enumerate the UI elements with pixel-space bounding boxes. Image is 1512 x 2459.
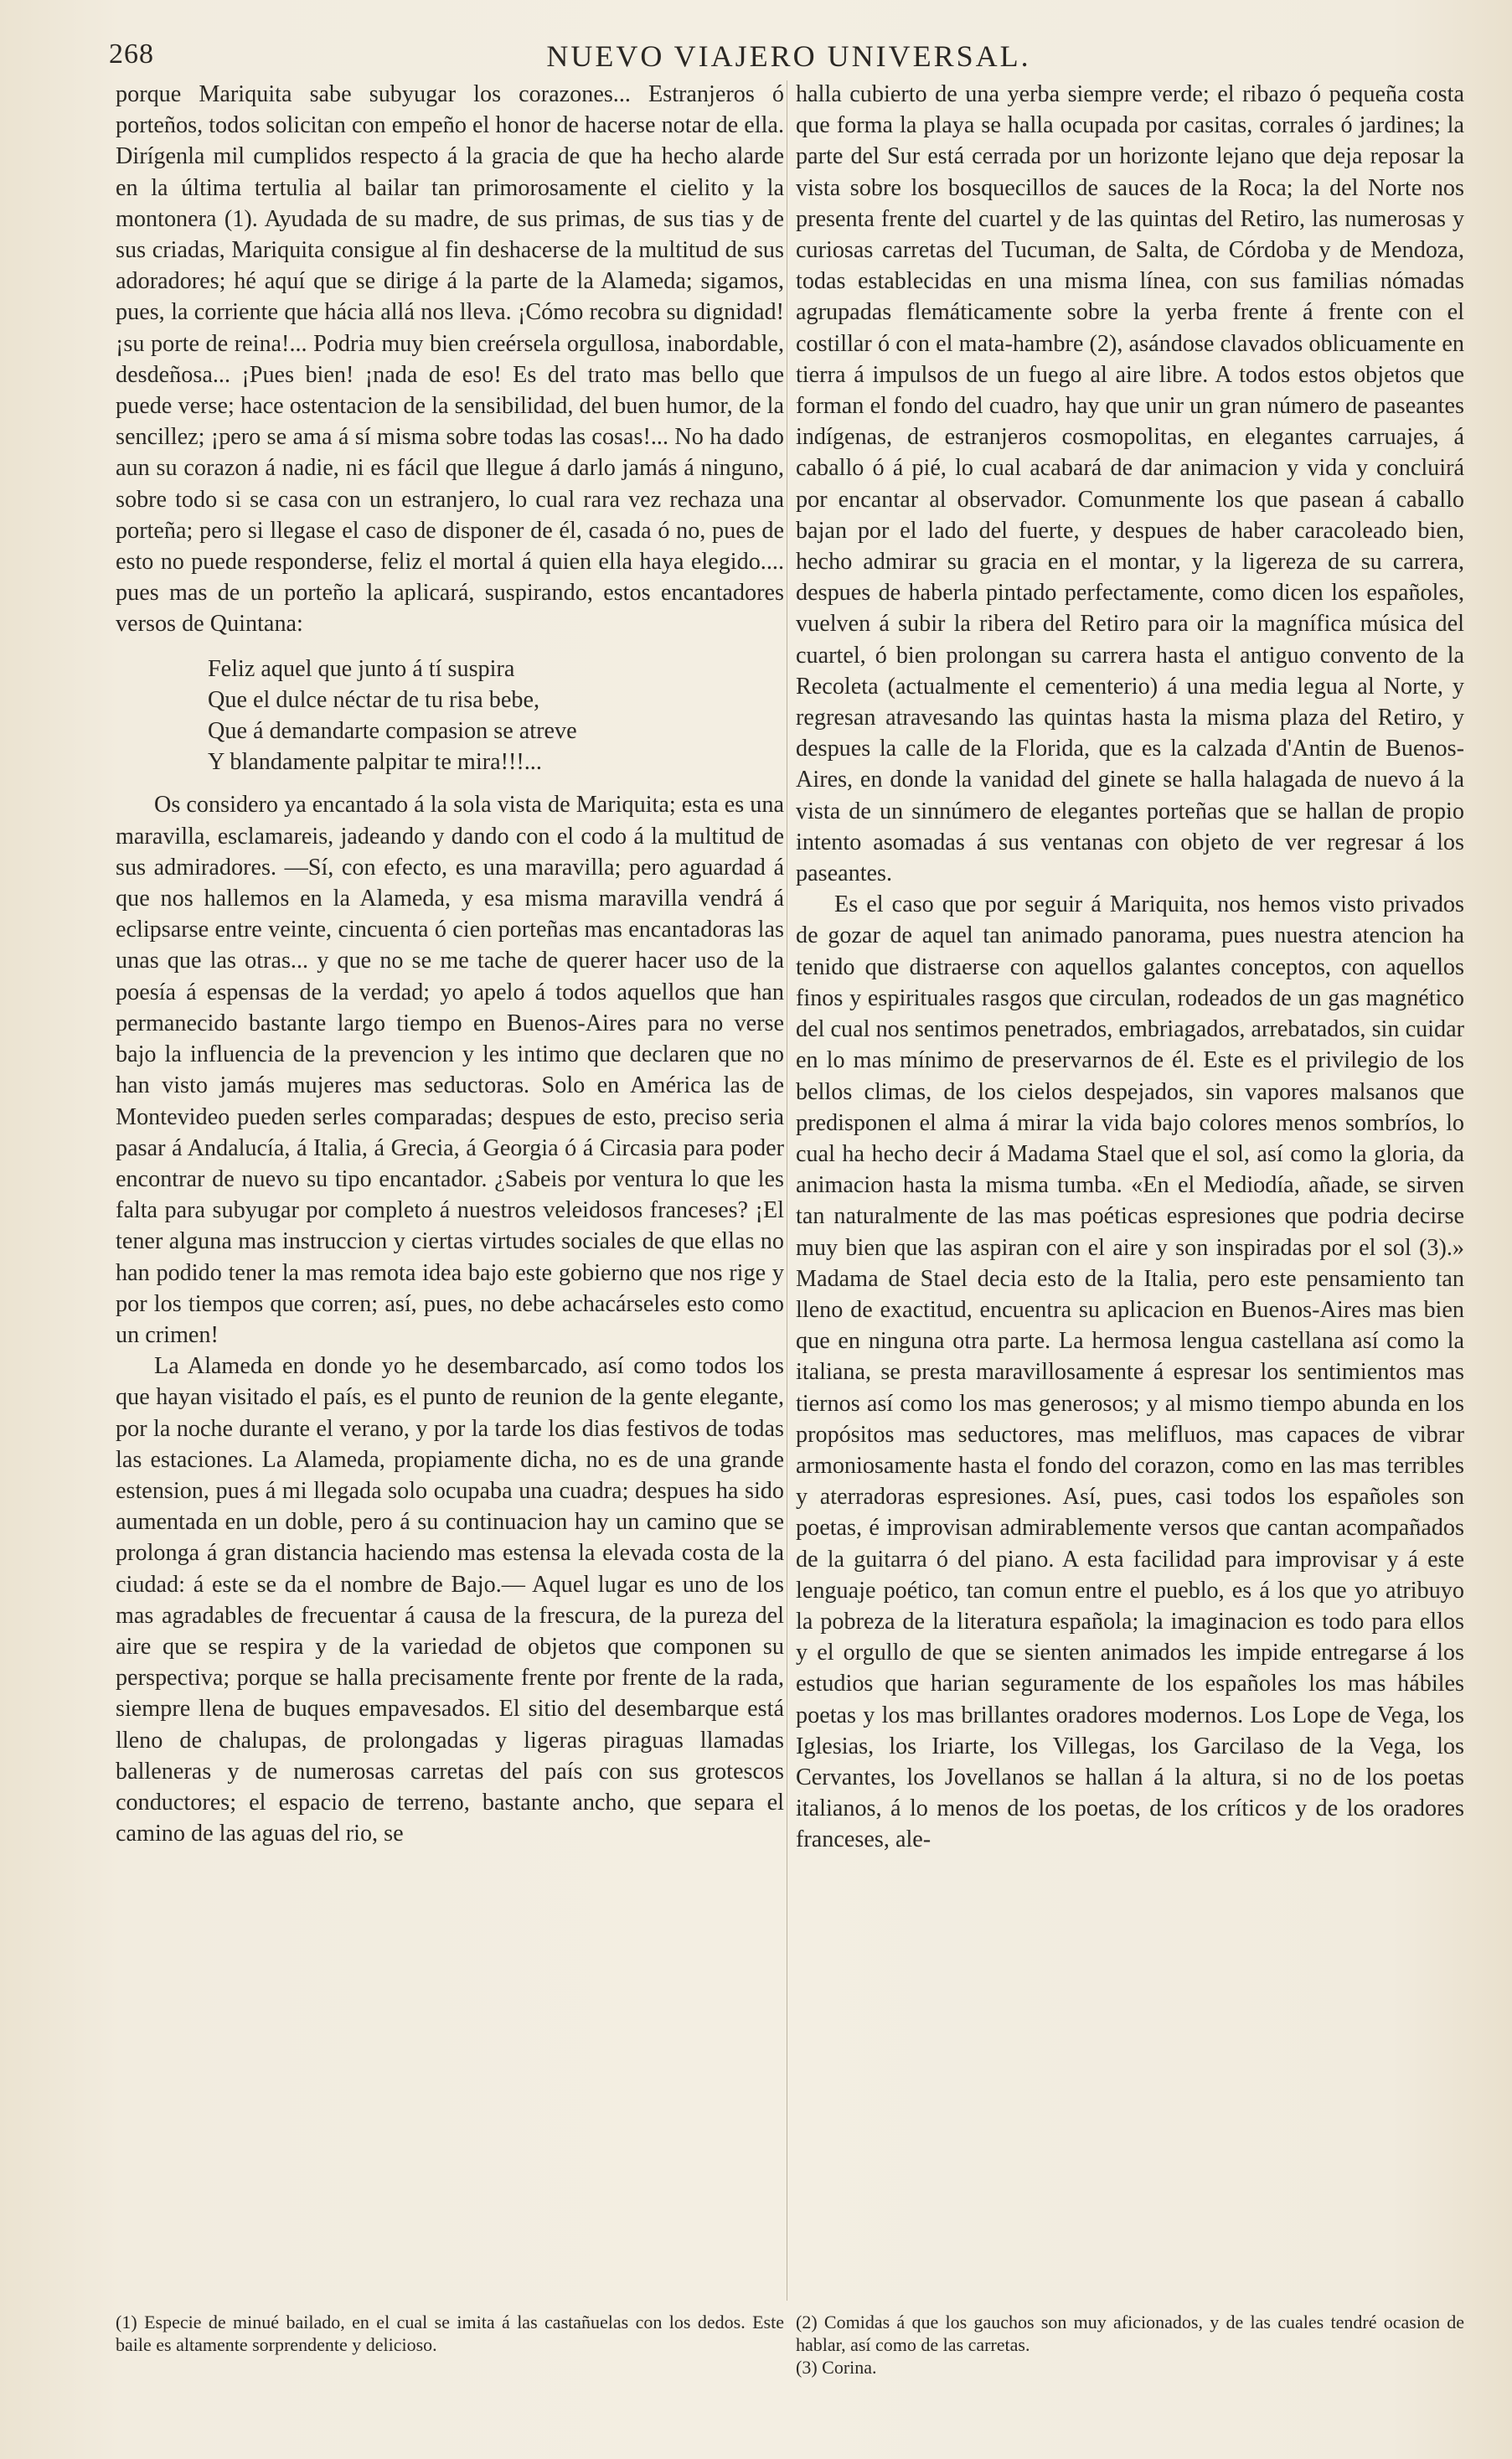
footnote: (3) Corina. — [796, 2357, 877, 2378]
right-column — [796, 79, 1464, 1856]
verse-line: Y blandamente palpitar te mira!!!... — [208, 749, 542, 776]
page-header — [109, 39, 1468, 77]
page-number: 268 — [109, 39, 154, 70]
footnote: (1) Especie de minué bailado, en el cual se imita á las castañuelas con los dedos. Este baile es altamente sorprendente y delicioso. — [116, 2312, 784, 2355]
verse-quotation — [116, 653, 784, 778]
left-column — [116, 79, 784, 1849]
paragraph: La Alameda en donde yo he desembarcado, así como todos los que hayan visitado el país, es el punto de reunion de la gente elegante, por la noche durante el verano, y por la tarde los dias festivos de todas las estaciones. La Alameda, propiamente dicha, no es de una grande estension, pues á mi llegada solo ocupaba una cuadra; despues ha sido aumentada en un doble, pero á su continuacion hay un camino que se prolonga á gran distancia haciendo mas estensa la elevada costa de la ciudad: á este se da el nombre de Bajo.— Aquel lugar es uno de los mas agradables de frecuentar á causa de la frescura, de la pureza del aire que se respira y de la variedad de objetos que componen su perspectiva; porque se halla precisamente frente por frente de la rada, siempre llena de buques empavesados. El sitio del desembarque está lleno de chalupas, de prolongadas y ligeras piraguas llamadas balleneras y de numerosas carretas del país con sus grotescos conductores; el espacio de terreno, bastante ancho, que separa el camino de las aguas del rio, se — [116, 1353, 784, 1847]
paragraph: Os considero ya encantado á la sola vista de Mariquita; esta es una maravilla, esclamareis, jadeando y dando con el codo á la multitud de sus admiradores. —Sí, con efecto, es una maravilla; pero aguardad á que nos hallemos en la Alameda, y esa misma maravilla vendrá á eclipsarse entre veinte, cincuenta ó cien porteñas mas encantadoras las unas que las otras... y que no se me tache de querer hacer uso de la poesía á espensas de la verdad; yo apelo á todos aquellos que han permanecido bastante largo tiempo en Buenos-Aires para no verse bajo la influencia de la prevencion y les intimo que declaren que no han visto jamás mujeres mas seductoras. Solo en América las de Montevideo pueden serles comparadas; despues de esto, preciso seria pasar á Andalucía, á Italia, á Grecia, á Georgia ó á Circasia para poder encontrar de nuevo su tipo encantador. ¿Sabeis por ventura lo que les falta para subyugar por completo á nuestros veleidosos franceses? ¡El tener alguna mas instruccion y ciertas virtudes sociales de que ellas no han podido tener la mas remota idea bajo este gobierno que nos rige y por los tiempos que corren; así, pues, no debe achacárseles esto como un crimen! — [116, 792, 784, 1348]
verse-line: Que el dulce néctar de tu risa bebe, — [208, 686, 540, 713]
paragraph: halla cubierto de una yerba siempre verde; el ribazo ó pequeña costa que forma la playa se halla ocupada por casitas, corrales ó jardines; la parte del Sur está cerrada por un horizonte lejano que deja reposar la vista sobre los bosquecillos de sauces de la Roca; la del Norte nos presenta frente del cuartel y de las quintas del Retiro, las numerosas y curiosas carretas del Tucuman, de Salta, de Córdoba y de Mendoza, todas establecidas en una misma línea, con sus familias nómadas agrupadas flemáticamente sobre la yerba frente á frente con el costillar ó con el mata-hambre (2), asándose clavados oblicuamente en tierra á impulsos de un fuego al aire libre. A todos estos objetos que forman el fondo del cuadro, hay que unir un gran número de paseantes indígenas, de estranjeros cosmopolitas, en elegantes carruajes, á caballo ó á pié, lo cual acabará de dar animacion y vida y concluirá por encantar al observador. Comunmente los que pasean á caballo bajan por el lado del fuerte, y despues de haber caracoleado bien, hecho admirar su gracia en el montar, y la ligereza de su carrera, despues de haberla pintado perfectamente, como dicen los españoles, vuelven á subir la ribera del Retiro para oir la magnífica música del cuartel, ó bien prolongan su carrera hasta el antiguo convento de la Recoleta (actualmente el cementerio) á una media legua al Norte, y regresan atravesando las quintas hasta la misma plaza del Retiro, y despues la calle de la Florida, que es la calzada d'Antin de Buenos-Aires, en donde la vanidad del ginete se halla halagada de nuevo á la vista de un sinnúmero de elegantes porteñas que se hallan de propio intento asomadas á sus ventanas con objeto de ver regresar á los paseantes. — [796, 81, 1464, 887]
footnote: (2) Comidas á que los gauchos son muy aficionados, y de las cuales tendré ocasion de hablar, así como de las carretas. — [796, 2312, 1464, 2355]
paragraph: Es el caso que por seguir á Mariquita, nos hemos visto privados de gozar de aquel tan animado panorama, pues nuestra atencion ha tenido que distraerse con aquellos galantes conceptos, con aquellos finos y espirituales rasgos que circulan, rodeados de un gas magnético del cual nos sentimos penetrados, embriagados, arrebatados, sin cuidar en lo mas mínimo de preservarnos de él. Este es el privilegio de los bellos climas, de los cielos despejados, sin vapores malsanos que predisponen el alma á mirar la vida bajo colores menos sombríos, lo cual ha hecho decir á Madama Stael que el sol, así como la gloria, da animacion hasta la misma tumba. «En el Mediodía, añade, se sirven tan naturalmente de las mas poéticas espresiones que podria decirse muy bien que las aspiran con el aire y son inspiradas por el sol (3).» Madama de Stael decia esto de la Italia, pero este pensamiento tan lleno de exactitud, encuentra su aplicacion en Buenos-Aires mas bien que en ninguna otra parte. La hermosa lengua castellana así como la italiana, se presta maravillosamente á espresar los sentimientos mas tiernos así como los mas generosos; y al mismo tiempo abunda en los propósitos mas seductores, mas melifluos, mas capaces de vibrar armoniosamente hasta el fondo del corazon, como en las mas terribles y aterradoras espresiones. Así, pues, casi todos los españoles son poetas, é improvisan admirablemente versos que cantan acompañados de la guitarra ó del piano. A esta facilidad para improvisar y á este lenguaje poético, tan comun entre el pueblo, es á los que yo atribuyo la pobreza de la literatura española; la imaginacion es todo para ellos y el orgullo de que se sienten animados les impide entregarse á los estudios que harian seguramente de los españoles los mas hábiles poetas y los mas brillantes oradores modernos. Los Lope de Vega, los Iglesias, los Iriarte, los Villegas, los Garcilaso de la Vega, los Cervantes, los Jovellanos se hallan á la altura, si no de los poetas italianos, á lo menos de los poetas, de los críticos y de los oradores franceses, ale- — [796, 891, 1464, 1853]
running-title: NUEVO VIAJERO UNIVERSAL. — [546, 39, 1031, 73]
verse-line: Feliz aquel que junto á tí suspira — [208, 655, 515, 682]
paragraph: porque Mariquita sabe subyugar los corazones... Estranjeros ó porteños, todos solicitan con empeño el honor de hacerse notar de ella. Dirígenla mil cumplidos respecto á la gracia de que ha hecho alarde en la última tertulia al bailar tan primorosamente el cielito y la montonera (1). Ayudada de su madre, de sus primas, de sus tias y de sus criadas, Mariquita consigue al fin deshacerse de la multitud de sus adoradores; hé aquí que se dirige á la parte de la Alameda; sigamos, pues, la corriente que hácia allá nos lleva. ¡Cómo recobra su dignidad! ¡su porte de reina!... Podria muy bien creérsela orgullosa, inabordable, desdeñosa... ¡Pues bien! ¡nada de eso! Es del trato mas bello que puede verse; hace ostentacion de la sensibilidad, del buen humor, de la sencillez; ¡pero se ama á sí misma sobre todas las cosas!... No ha dado aun su corazon á nadie, ni es fácil que llegue á darlo jamás á ninguno, sobre todo si se casa con un estranjero, lo cual rara vez rechaza una porteña; pero si llegase el caso de disponer de él, casada ó no, pues de esto no puede responderse, feliz el mortal á quien ella haya elegido.... pues mas de un porteño la aplicará, suspirando, estos encantadores versos de Quintana: — [116, 81, 784, 638]
verse-line: Que á demandarte compasion se atreve — [208, 718, 577, 745]
footnotes-left — [116, 2311, 784, 2356]
footnotes-right — [796, 2311, 1464, 2379]
